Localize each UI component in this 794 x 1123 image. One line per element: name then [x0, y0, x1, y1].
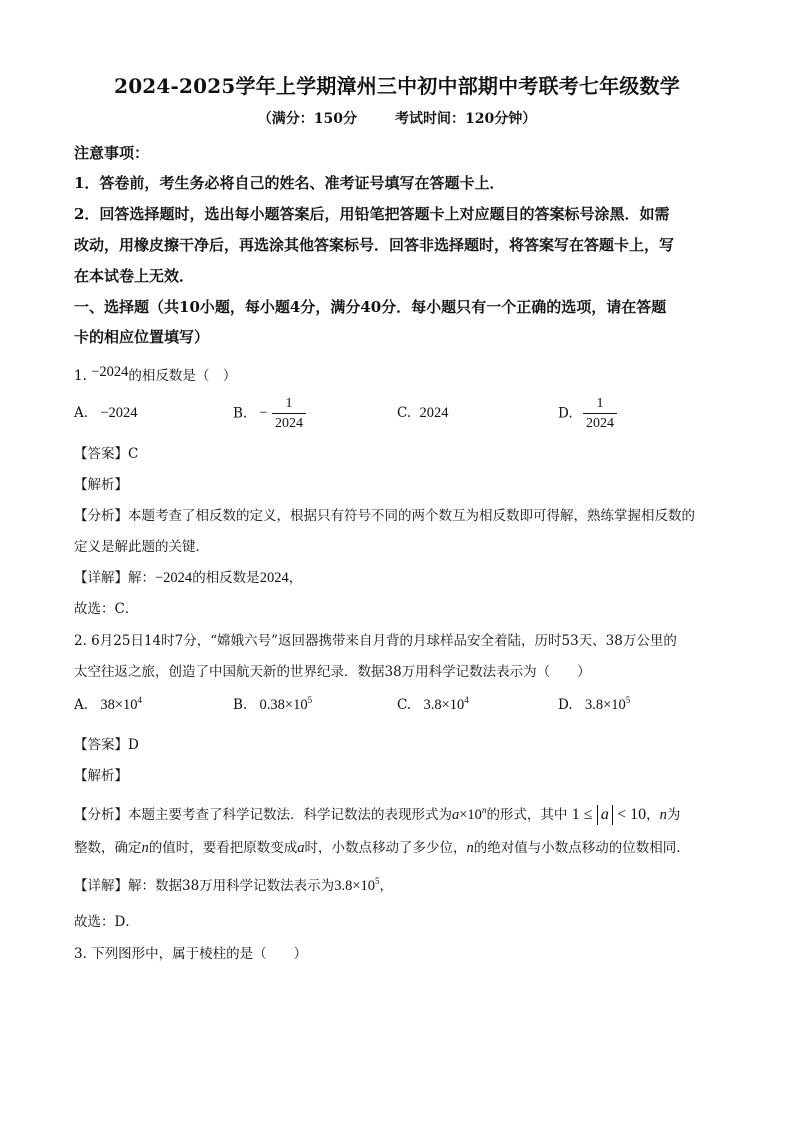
option-value: −2024 [100, 405, 138, 421]
question-1-number: 1. [74, 368, 87, 384]
fraction-bar [583, 413, 617, 414]
q2-answer [74, 733, 139, 753]
answer-value: D [128, 737, 139, 753]
denominator: 2024 [585, 416, 614, 431]
question-1-text: 的相反数是（ ） [128, 368, 237, 384]
var-n: n [141, 840, 149, 856]
detail-expr: −2024 [155, 570, 193, 586]
q2-fenxi-line-2 [74, 836, 690, 857]
q2-fenxi-line-1 [74, 803, 680, 825]
exam-info [0, 108, 794, 128]
fenxi-text: 为 [666, 807, 681, 823]
q1-analysis-tag: 【解析】 [74, 477, 128, 493]
var-a: a [452, 807, 460, 823]
q2-option-d [558, 697, 630, 714]
q1-option-a [74, 405, 138, 422]
abs-a: a [597, 805, 613, 825]
ineq-right: < 10 [617, 806, 647, 823]
q1-option-b [233, 395, 306, 432]
note-item-2-line-2: 改动，用橡皮擦干净后，再选涂其他答案标号．回答非选择题时，将答案写在答题卡上，写 [74, 236, 675, 254]
option-base: 0.38×10 [259, 697, 308, 713]
q2-option-b [233, 697, 312, 714]
option-label: D. [558, 697, 573, 713]
fraction-bar [272, 413, 306, 414]
fenxi-text: 整数，确定 [74, 840, 142, 856]
detail-exponent: 5 [375, 876, 380, 886]
q2-option-a [74, 697, 142, 714]
section-1-heading-line-2: 卡的相应位置填写） [74, 328, 210, 346]
var-n: n [659, 807, 667, 823]
fenxi-text: 的值时，要看把原数变成 [148, 840, 298, 856]
detail-punct: ， [379, 878, 393, 894]
option-label: D. [558, 405, 573, 422]
detail-prefix: 解： [128, 570, 155, 586]
q1-answer [74, 442, 138, 462]
option-exponent: 4 [464, 695, 469, 705]
question-1-stem [74, 364, 236, 385]
fenxi-tag: 【分析】 [74, 807, 128, 823]
full-score: （满分：150分 [257, 111, 357, 127]
times-ten: ×10 [459, 807, 482, 823]
fraction [583, 395, 617, 432]
ineq-left: 1 ≤ [571, 806, 593, 823]
detail-tag: 【详解】 [74, 878, 128, 894]
q1-fenxi-line-1 [74, 504, 695, 524]
fenxi-tag: 【分析】 [74, 508, 128, 524]
option-base: 38×10 [100, 697, 138, 713]
answer-value: C [128, 446, 139, 462]
notes-heading: 注意事项： [74, 144, 150, 162]
minus-sign: − [259, 405, 268, 421]
q2-analysis-tag: 【解析】 [74, 768, 128, 784]
fraction [272, 395, 306, 432]
fenxi-text: 本题主要考查了科学记数法．科学记数法的表现形式为 [128, 807, 452, 823]
detail-tag: 【详解】 [74, 570, 128, 586]
answer-tag: 【答案】 [74, 446, 128, 462]
q1-conclusion: 故选：C． [74, 601, 139, 617]
q1-detail [74, 566, 302, 587]
option-label: A. [74, 697, 89, 713]
option-label: C. [397, 697, 412, 713]
q2-detail [74, 874, 393, 895]
note-item-1: 1．答卷前，考生务必将自己的姓名、准考证号填写在答题卡上． [74, 174, 505, 192]
detail-punct: ， [288, 570, 303, 586]
section-1-heading-line-1: 一、选择题（共10小题，每小题4分，满分40分．每小题只有一个正确的选项，请在答题 [74, 298, 667, 316]
exam-time: 考试时间：120分钟） [395, 111, 537, 127]
page-title: 2024-2025学年上学期漳州三中初中部期中考联考七年级数学 [114, 74, 680, 98]
answer-tag: 【答案】 [74, 737, 128, 753]
var-n: n [466, 840, 474, 856]
fenxi-text: 的绝对值与小数点移动的位数相同． [473, 840, 690, 856]
question-2-line-2: 太空往返之旅，创造了中国航天新的世界纪录．数据38万用科学记数法表示为（ ） [74, 664, 591, 680]
var-n-exponent: n [481, 805, 487, 815]
numerator: 1 [285, 396, 293, 411]
option-exponent: 5 [307, 695, 313, 705]
question-2-line-1: 2. 6月25日14时7分，“嫦娥六号”返回器携带来自月背的月球样品安全着陆，历时53天、38万公里的 [74, 633, 677, 649]
detail-base: 3.8×10 [334, 878, 375, 894]
option-base: 3.8×10 [584, 697, 626, 713]
detail-value: 2024 [259, 570, 289, 586]
q2-conclusion: 故选：D． [74, 914, 139, 930]
q1-option-c [397, 405, 448, 422]
note-item-2-line-3: 在本试卷上无效． [74, 267, 195, 285]
q1-option-d [558, 395, 617, 432]
q2-option-c [397, 697, 469, 714]
question-3-stem: 3. 下列图形中，属于棱柱的是（ ） [74, 946, 308, 962]
option-base: 3.8×10 [423, 697, 465, 713]
detail-text: 解：数据38万用科学记数法表示为 [128, 878, 335, 894]
option-label: C. [397, 405, 412, 421]
option-label: B. [233, 697, 248, 713]
question-1-expr: −2024 [91, 364, 129, 380]
option-label: A. [74, 405, 89, 421]
detail-text: 的相反数是 [192, 570, 260, 586]
option-value: 2024 [419, 405, 449, 421]
fenxi-text: 时，小数点移动了多少位， [304, 840, 467, 856]
q1-fenxi-line-2: 定义是解此题的关键． [74, 539, 209, 555]
var-a: a [297, 840, 305, 856]
denominator: 2024 [275, 416, 303, 431]
option-label: B. [233, 405, 248, 422]
note-item-2-line-1: 2．回答选择题时，选出每小题答案后，用铅笔把答题卡上对应题目的答案标号涂黑．如需 [74, 205, 670, 223]
punct: ， [646, 807, 660, 823]
option-exponent: 4 [137, 695, 143, 705]
fenxi-text: 的形式，其中 [486, 807, 568, 823]
fenxi-text: 本题考查了相反数的定义，根据只有符号不同的两个数互为相反数即可得解，熟练掌握相反数的 [128, 508, 695, 524]
option-exponent: 5 [625, 695, 631, 705]
numerator: 1 [596, 396, 604, 411]
